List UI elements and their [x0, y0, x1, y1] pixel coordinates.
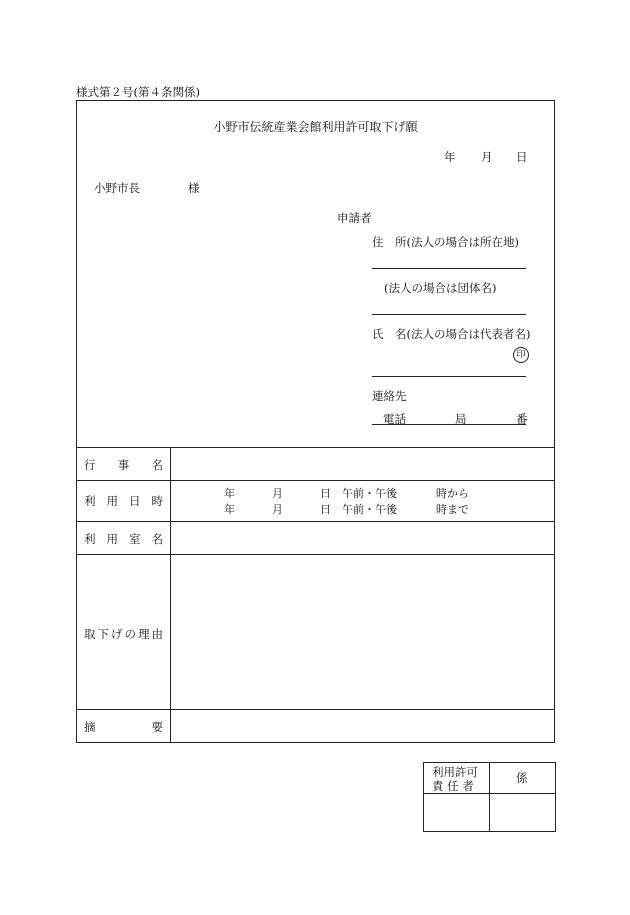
seal-mark: 印 [513, 347, 529, 363]
phone-label: 電話 [383, 412, 406, 426]
date-day-label: 日 [516, 150, 528, 164]
addressee-name: 小野市長 [94, 181, 140, 195]
group-name-line [372, 314, 526, 315]
dt2-ampm: 午前・午後 [342, 503, 397, 516]
dt1-suffix: 時から [436, 487, 469, 500]
event-name-label: 行 事 名 [84, 458, 163, 472]
dt2-year: 年 [224, 503, 235, 516]
approval-responsible-stamp-field[interactable] [424, 794, 488, 831]
phone-line [372, 424, 526, 425]
dt2-day: 日 [320, 503, 331, 516]
withdrawal-reason-label: 取 下 げ の 理 由 [84, 627, 163, 641]
date-month-label: 月 [481, 150, 493, 164]
dt2-month: 月 [272, 503, 283, 516]
address-line [372, 268, 526, 269]
approval-permit-label: 利用許可 [432, 765, 478, 779]
dt2-suffix: 時まで [436, 503, 469, 516]
room-name-label: 利 用 室 名 [84, 532, 163, 546]
name-label: 氏 名(法人の場合は代表者名) [372, 327, 531, 341]
form-number-label: 様式第２号(第４条関係) [76, 85, 200, 99]
dt1-day: 日 [320, 487, 331, 500]
applicant-heading: 申請者 [337, 211, 372, 225]
event-name-field[interactable] [171, 448, 554, 480]
withdrawal-reason-field[interactable] [171, 555, 554, 709]
phone-number-label: 番 [516, 412, 528, 426]
group-name-label: (法人の場合は団体名) [384, 281, 497, 295]
usage-datetime-label: 利 用 日 時 [84, 494, 163, 508]
approval-staff-label: 係 [516, 771, 528, 785]
dt1-ampm: 午前・午後 [342, 487, 397, 500]
approval-responsible-label: 責 任 者 [432, 779, 474, 793]
remarks-label: 摘 要 [84, 720, 163, 734]
date-year-label: 年 [444, 150, 456, 164]
dt1-month: 月 [272, 487, 283, 500]
contact-label: 連絡先 [372, 389, 407, 403]
address-label: 住 所(法人の場合は所在地) [372, 235, 519, 249]
dt1-year: 年 [224, 487, 235, 500]
name-line [372, 376, 526, 377]
approval-staff-stamp-field[interactable] [490, 794, 555, 831]
addressee-honorific: 様 [188, 181, 200, 195]
room-name-field[interactable] [171, 522, 554, 554]
remarks-field[interactable] [171, 710, 554, 742]
phone-exchange-label: 局 [455, 412, 467, 426]
form-title: 小野市伝統産業会館利用許可取下げ願 [213, 120, 418, 134]
